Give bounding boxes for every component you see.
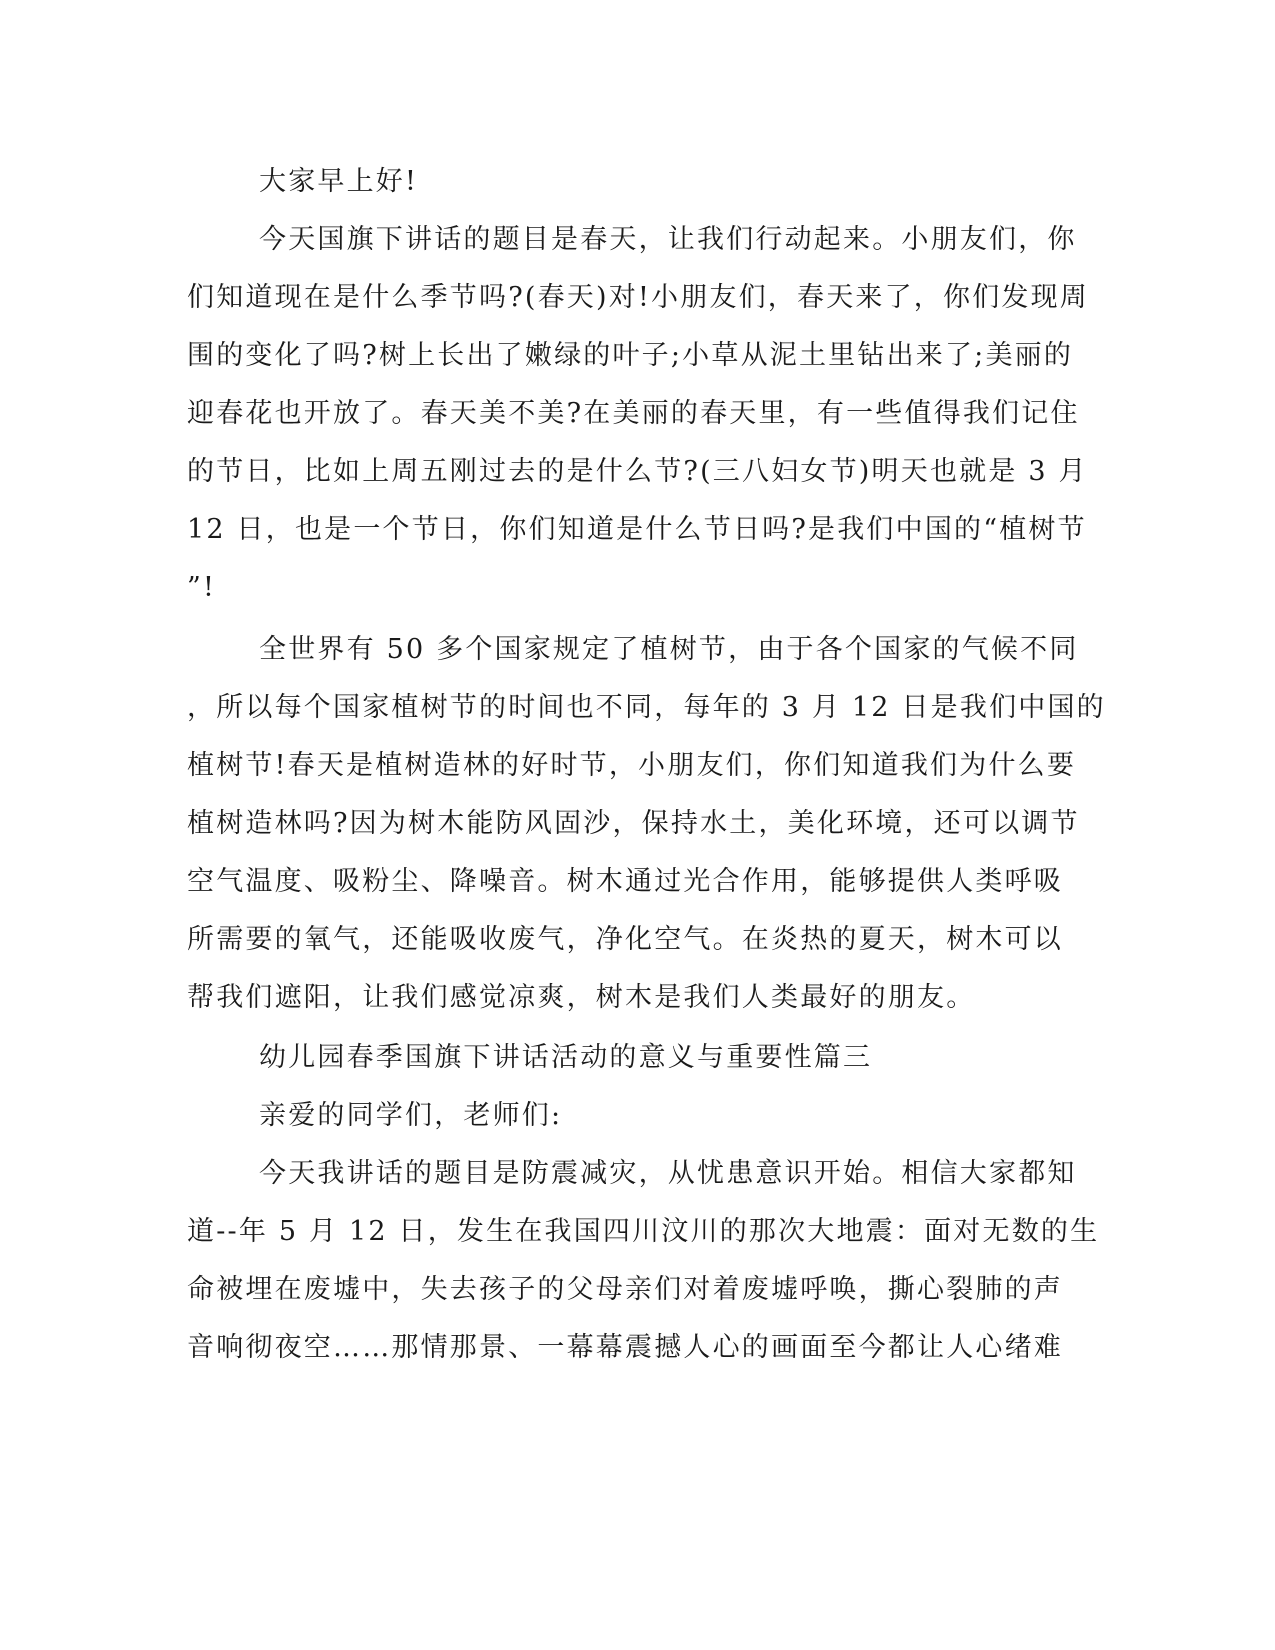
paragraph-line: 们知道现在是什么季节吗?(春天)对!小朋友们，春天来了，你们发现周 [187, 282, 1089, 313]
greeting-line: 大家早上好! [259, 166, 419, 197]
paragraph-line: 迎春花也开放了。春天美不美?在美丽的春天里，有一些值得我们记住 [187, 398, 1080, 429]
paragraph-line: 12 日，也是一个节日，你们知道是什么节日吗?是我们中国的“植树节 [187, 514, 1087, 545]
paragraph-line: ，所以每个国家植树节的时间也不同，每年的 3 月 12 日是我们中国的 [187, 692, 1106, 723]
paragraph-line: 所需要的氧气，还能吸收废气，净化空气。在炎热的夏天，树木可以 [187, 924, 1063, 955]
section-heading: 幼儿园春季国旗下讲话活动的意义与重要性篇三 [259, 1042, 873, 1073]
paragraph-line: 植树节!春天是植树造林的好时节，小朋友们，你们知道我们为什么要 [187, 750, 1077, 781]
paragraph-line: ”! [187, 572, 217, 603]
paragraph-line: 命被埋在废墟中，失去孩子的父母亲们对着废墟呼唤，撕心裂肺的声 [187, 1274, 1063, 1305]
paragraph-line: 今天国旗下讲话的题目是春天，让我们行动起来。小朋友们，你 [259, 224, 1077, 255]
paragraph-line: 的节日，比如上周五刚过去的是什么节?(三八妇女节)明天也就是 3 月 [187, 456, 1088, 487]
paragraph-line: 今天我讲话的题目是防震减灾，从忧患意识开始。相信大家都知 [259, 1158, 1077, 1189]
salutation-line: 亲爱的同学们，老师们: [259, 1100, 563, 1131]
paragraph-line: 全世界有 50 多个国家规定了植树节，由于各个国家的气候不同 [259, 634, 1079, 665]
paragraph-line: 围的变化了吗?树上长出了嫩绿的叶子;小草从泥土里钻出来了;美丽的 [187, 340, 1074, 371]
paragraph-line: 帮我们遮阳，让我们感觉凉爽，树木是我们人类最好的朋友。 [187, 982, 976, 1013]
paragraph-line: 植树造林吗?因为树木能防风固沙，保持水土，美化环境，还可以调节 [187, 808, 1080, 839]
paragraph-line: 道--年 5 月 12 日，发生在我国四川汶川的那次大地震：面对无数的生 [187, 1216, 1100, 1247]
paragraph-line: 空气温度、吸粉尘、降噪音。树木通过光合作用，能够提供人类呼吸 [187, 866, 1063, 897]
paragraph-line: 音响彻夜空……那情那景、一幕幕震撼人心的画面至今都让人心绪难 [187, 1332, 1063, 1363]
